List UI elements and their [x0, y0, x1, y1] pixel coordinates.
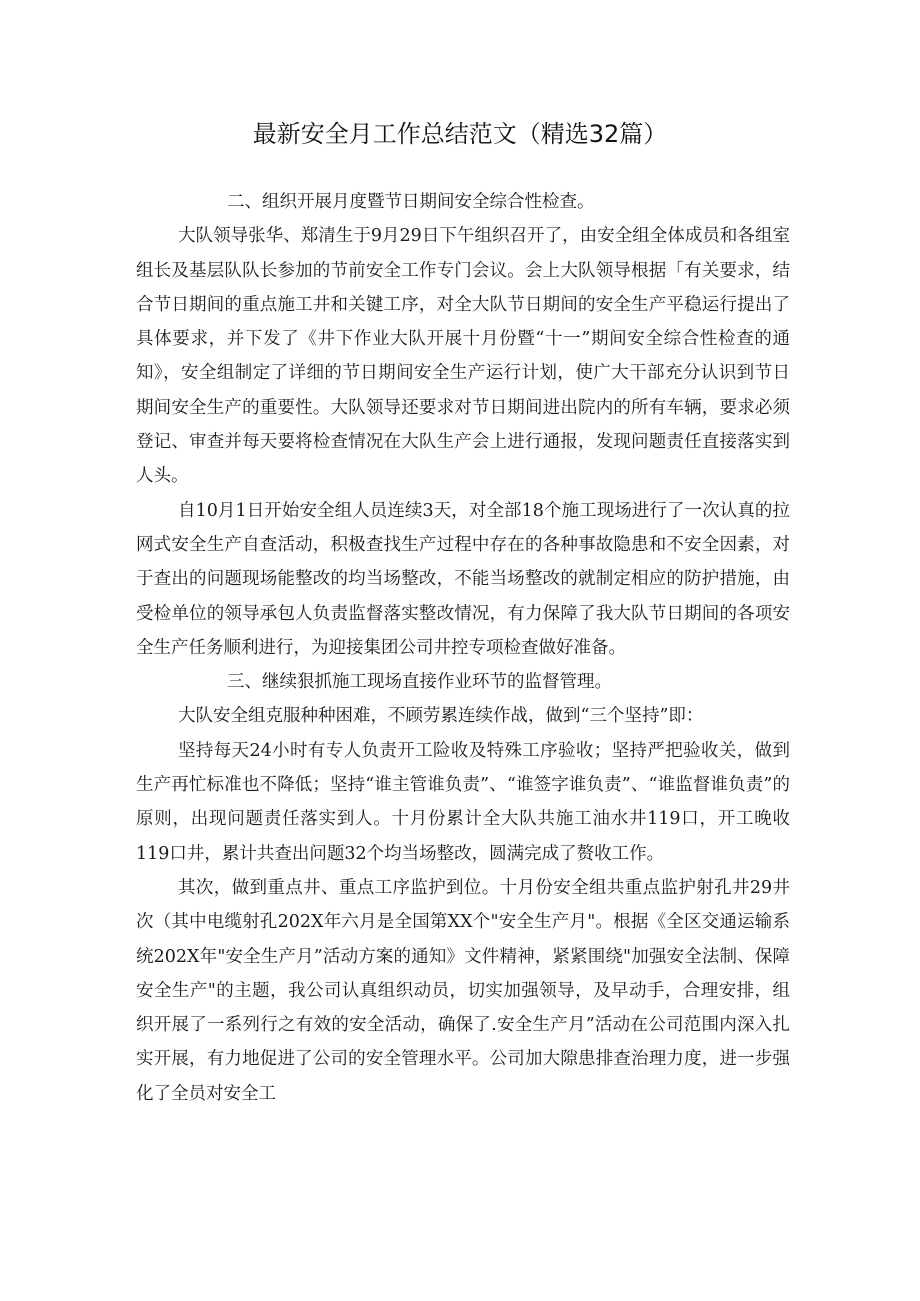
paragraph-three-persistences: 大队安全组克服种种困难，不顾劳累连续作战，做到“三个坚持”即：	[178, 706, 704, 727]
document-body	[136, 185, 790, 1111]
paragraph-self-inspection: 自10月1日开始安全组人员连续3天，对全部18个施工现场进行了一次认真的拉网式安全生产自查活动，积极查找生产过程中存在的各种事故隐患和不安全因素，对于查出的问题现场能整改的均当场整改，不能当场整改的就制定相应的防护措施，由受检单位的领导承包人负责监督落实整改情况，有力保障了我大队节日期间的各项安全生产任务顺利进行，为迎接集团公司井控专项检查做好准备。	[136, 500, 790, 658]
paragraph-acceptance-check: 坚持每天24小时有专人负责开工险收及特殊工序验收；坚持严把验收关，做到生产再忙标准也不降低；坚持“谁主管谁负责”、“谁签字谁负责”、“谁监督谁负责”的原则，出现问题责任落实到人。十月份累计全大队共施工油水井119口，开工晚收119口井，累计共查出问题32个均当场整改，圆满完成了赘收工作。	[136, 740, 790, 864]
paragraph-key-well-supervision: 其次，做到重点井、重点工序监护到位。十月份安全组共重点监护射孔井29井次（其中电缆射孔202X年六月是全国第XX个"安全生产月"。根据《全区交通运输系统202X年"安全生产月”活动方案的通知》文件精神，紧紧围绕"加强安全法制、保障安全生产"的主题，我公司认真组织动员，切实加强领导，及早动手，合理安排，组织开展了一系列行之有效的安全活动，确保了.安全生产月”活动在公司范围内深入扎实开展，有力地促进了公司的安全管理水平。公司加大隙患排查治理力度，进一步强化了全员对安全工	[136, 877, 790, 1104]
section-heading-3: 三、继续狠抓施工现场直接作业环节的监督管理。	[227, 672, 612, 693]
document-title: 最新安全月工作总结范文（精选32篇）	[252, 120, 668, 148]
section-heading-2: 二、组织开展月度暨节日期间安全综合性检查。	[227, 192, 595, 212]
paragraph-pre-holiday-meeting: 大队领导张华、郑清生于9月29日下午组织召开了，由安全组全体成员和各组室组长及基层队队长参加的节前安全工作专门会议。会上大队领导根据「有关要求，结合节日期间的重点施工井和关键工序，对全大队节日期间的安全生产平稳运行提出了具体要求，并下发了《井下作业大队开展十月份暨“十一”期间安全综合性检查的通知》，安全组制定了详细的节日期间安全生产运行计划，使广大干部充分认识到节日期间安全生产的重要性。大队领导还要求对节日期间进出院内的所有车辆，要求必须登记、审查并每天要将检查情况在大队生产会上进行通报，发现问题责任直接落实到人头。	[136, 226, 790, 487]
